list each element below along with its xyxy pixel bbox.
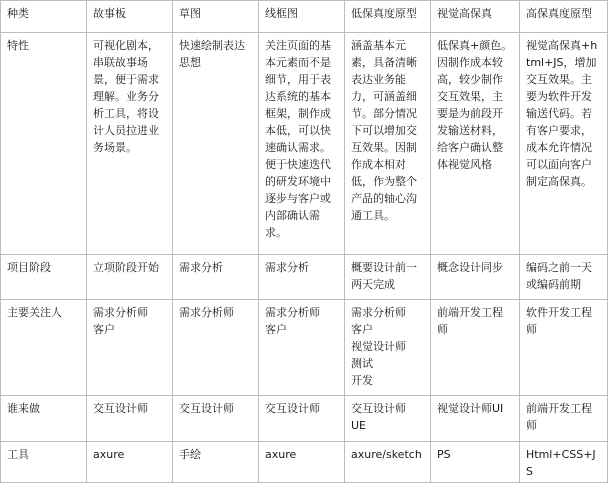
table-cell: axure	[87, 442, 173, 483]
header-cell-low-fidelity-prototype: 低保真度原型	[345, 1, 431, 33]
row-label-tools: 工具	[1, 442, 87, 483]
table-cell: 需求分析师	[173, 300, 259, 396]
table-row	[1, 300, 608, 396]
table-cell: 低保真+颜色。因制作成本较高，较少制作交互效果，主要是为前段开发输送材料，给客户确认整体视觉风格	[431, 33, 520, 255]
table-cell: 涵盖基本元素，具备清晰表达业务能力，可涵盖细节。部分情况下可以增加交互效果。因制作成本相对低，作为整个产品的轴心沟通工具。	[345, 33, 431, 255]
header-cell-category: 种类	[1, 1, 87, 33]
table-cell: 快速绘制表达思想	[173, 33, 259, 255]
table-cell: 软件开发工程师	[520, 300, 608, 396]
header-cell-high-fidelity-prototype: 高保真度原型	[520, 1, 608, 33]
row-label-features: 特性	[1, 33, 87, 255]
header-cell-wireframe: 线框图	[259, 1, 345, 33]
row-label-main-stakeholders: 主要关注人	[1, 300, 87, 396]
table-cell: 交互设计师 UE	[345, 396, 431, 442]
header-cell-visual-high-fidelity: 视觉高保真	[431, 1, 520, 33]
table-row	[1, 442, 608, 483]
table-row	[1, 255, 608, 300]
table-cell: 手绘	[173, 442, 259, 483]
table-cell: 交互设计师	[87, 396, 173, 442]
table-cell: 可视化剧本，串联故事场景，便于需求理解。业务分析工具，将设计人员拉进业务场景。	[87, 33, 173, 255]
table-cell: 需求分析师 客户	[87, 300, 173, 396]
table-row	[1, 396, 608, 442]
table-cell: PS	[431, 442, 520, 483]
table-cell: axure	[259, 442, 345, 483]
header-cell-storyboard: 故事板	[87, 1, 173, 33]
table-cell: 前端开发工程师	[431, 300, 520, 396]
table-cell: 交互设计师	[259, 396, 345, 442]
table-cell: 视觉高保真+html+JS，增加交互效果。主要为软件开发输送代码。若有客户要求，成本允许情况可以面向客户制定高保真。	[520, 33, 608, 255]
table-cell: 立项阶段开始	[87, 255, 173, 300]
table-cell: 前端开发工程师	[520, 396, 608, 442]
table-cell: axure/sketch	[345, 442, 431, 483]
table-cell: 视觉设计师UI	[431, 396, 520, 442]
header-cell-sketch: 草图	[173, 1, 259, 33]
table-cell: 交互设计师	[173, 396, 259, 442]
table-cell: Html+CSS+JS	[520, 442, 608, 483]
table-cell: 概要设计前一两天完成	[345, 255, 431, 300]
table-cell: 概念设计同步	[431, 255, 520, 300]
table-cell: 需求分析	[173, 255, 259, 300]
table-row	[1, 33, 608, 255]
table-cell: 编码之前一天或编码前期	[520, 255, 608, 300]
table-cell: 需求分析师 客户	[259, 300, 345, 396]
table-header-row	[1, 1, 608, 33]
row-label-who-does-it: 谁来做	[1, 396, 87, 442]
table-cell: 需求分析师 客户 视觉设计师 测试 开发	[345, 300, 431, 396]
row-label-project-stage: 项目阶段	[1, 255, 87, 300]
table-cell: 需求分析	[259, 255, 345, 300]
table-cell: 关注页面的基本元素而不是细节，用于表达系统的基本框架，制作成本低，可以快速确认需求。便于快速迭代的研发环境中逐步与客户或内部确认需求。	[259, 33, 345, 255]
